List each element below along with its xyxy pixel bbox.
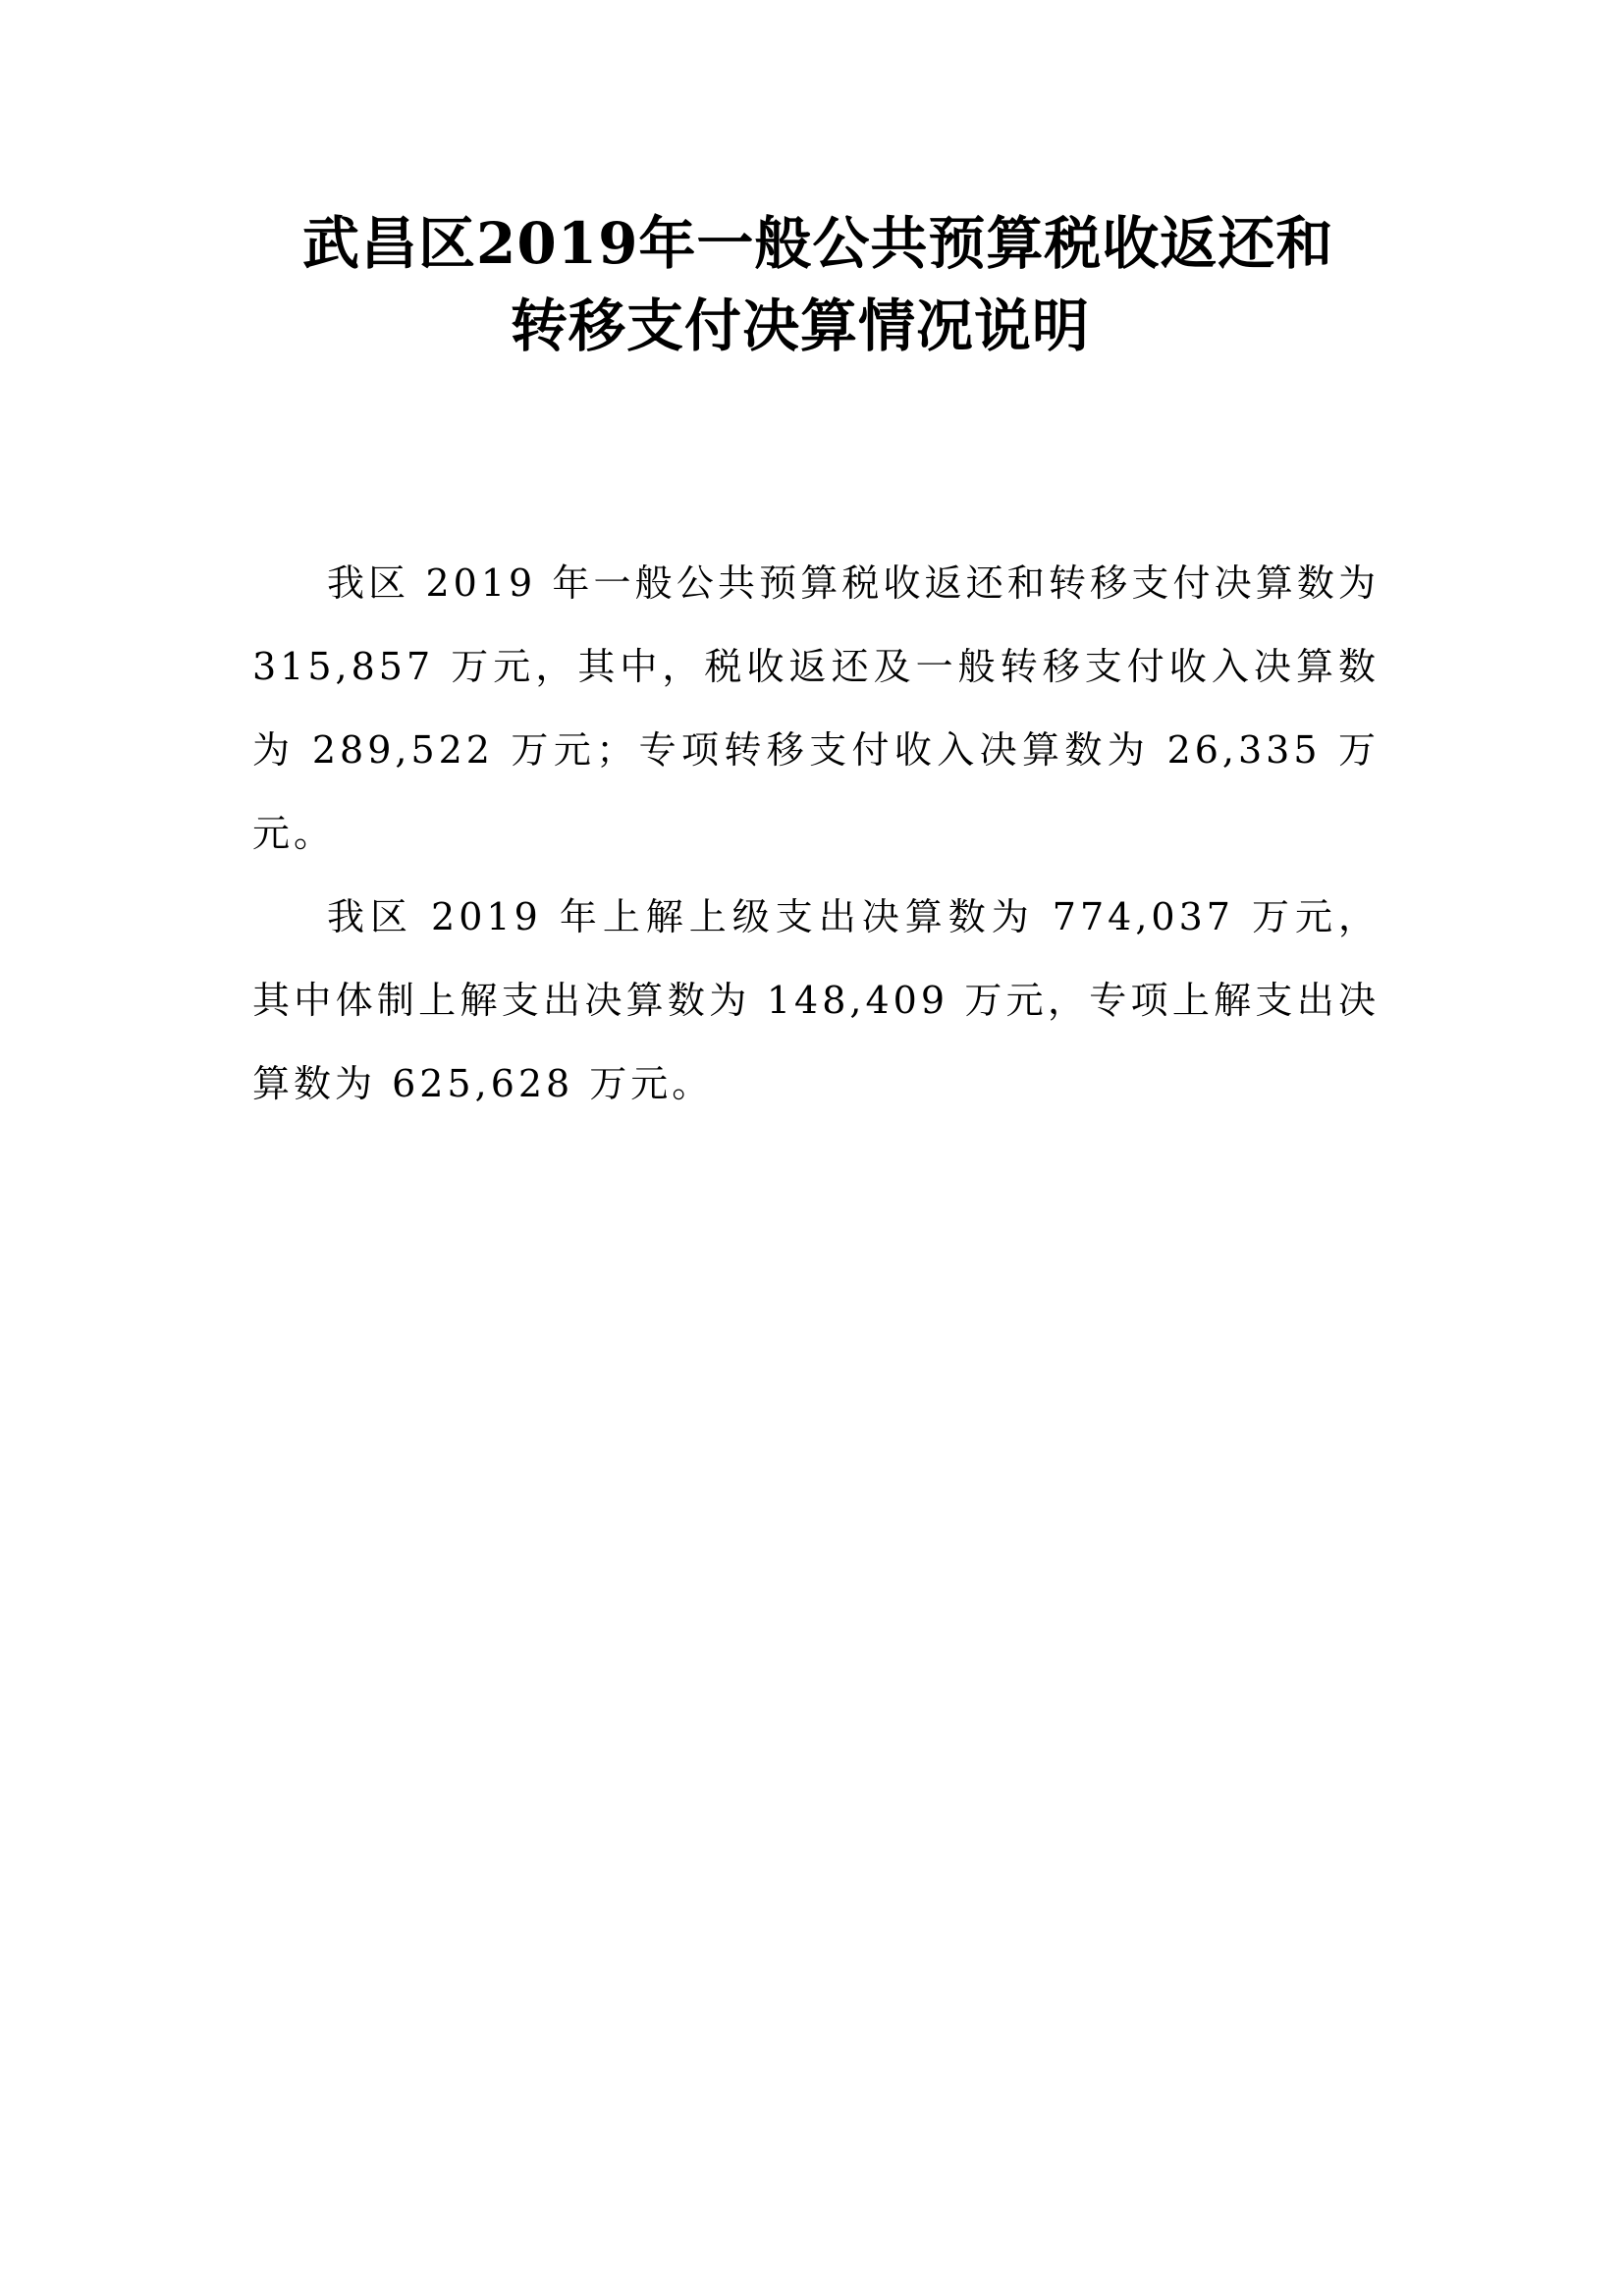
document-title-line-1: 武昌区2019年一般公共预算税收返还和 <box>302 210 1334 277</box>
paragraph-remittance-expenditure: 我区 2019 年上解上级支出决算数为 774,037 万元，其中体制上解支出决算数为 148,409 万元，专项上解支出决算数为 625,628 万元。 <box>252 895 1380 1105</box>
paragraph-transfer-payments: 我区 2019 年一般公共预算税收返还和转移支付决算数为 315,857 万元，其中，税收返还及一般转移支付收入决算数为 289,522 万元；专项转移支付收入决算数为 26,335 万元。 <box>252 561 1380 855</box>
document-body <box>252 542 1380 1126</box>
document-title-line-2: 转移支付决算情况说明 <box>511 293 1091 359</box>
